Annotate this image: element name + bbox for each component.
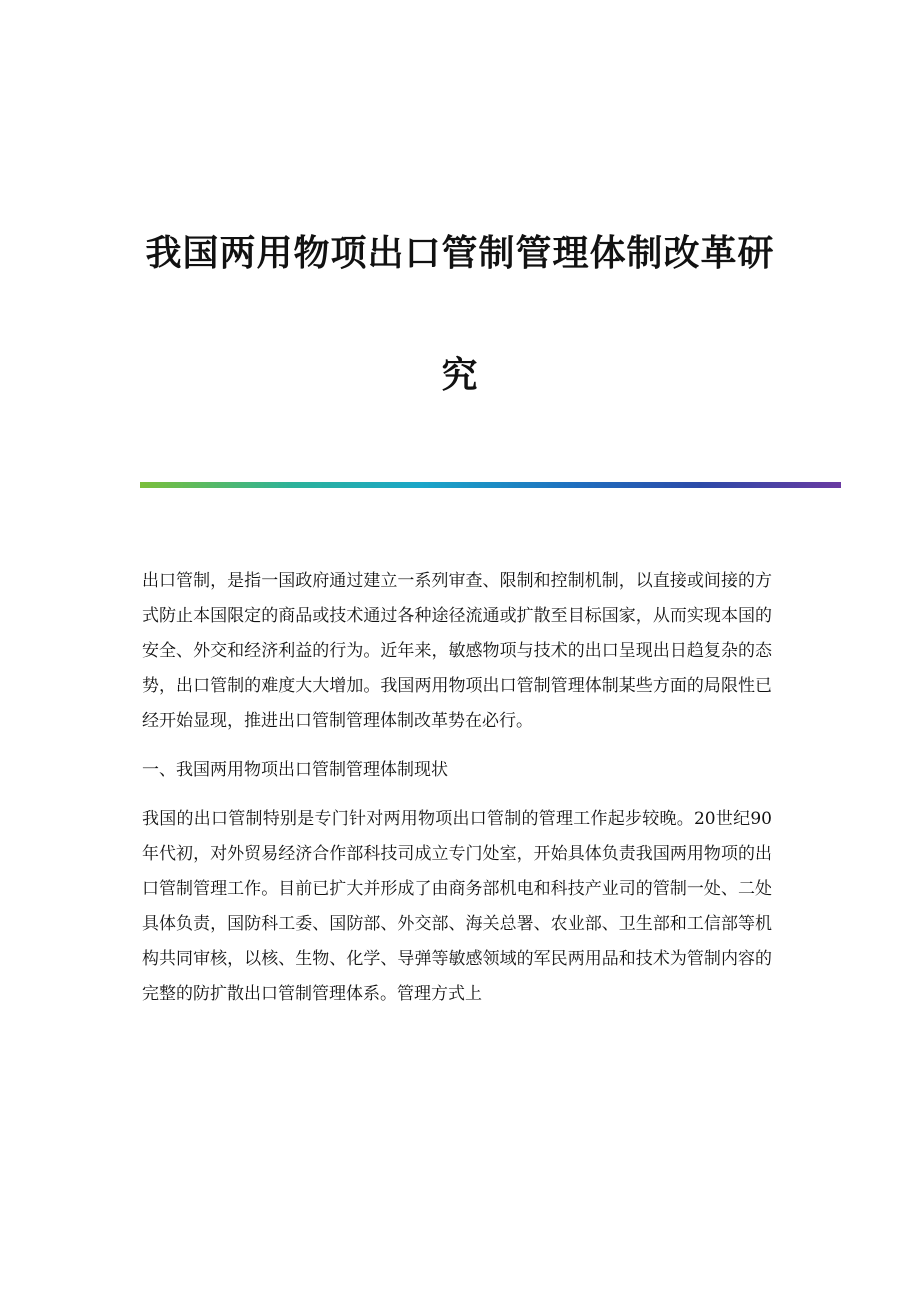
section-paragraph: 我国的出口管制特别是专门针对两用物项出口管制的管理工作起步较晚。20世纪90年代初，对外贸易经济合作部科技司成立专门处室，开始具体负责我国两用物项的出口管制管理工作。目前已扩大并形成了由商务部机电和科技产业司的管制一处、二处具体负责，国防科工委、国防部、外交部、海关总署、农业部、卫生部和工信部等机构共同审核，以核、生物、化学、导弹等敏感领域的军民两用品和技术为管制内容的完整的防扩散出口管制管理体系。管理方式上 xyxy=(142,809,772,1004)
document-title xyxy=(120,233,800,397)
gradient-divider xyxy=(140,482,841,488)
intro-paragraph: 出口管制，是指一国政府通过建立一系列审查、限制和控制机制，以直接或间接的方式防止本国限定的商品或技术通过各种途径流通或扩散至目标国家，从而实现本国的安全、外交和经济利益的行为。近年来，敏感物项与技术的出口呈现出日趋复杂的态势，出口管制的难度大大增加。我国两用物项出口管制管理体制某些方面的局限性已经开始显现，推进出口管制管理体制改革势在必行。 xyxy=(142,571,772,731)
section-heading: 一、我国两用物项出口管制管理体制现状 xyxy=(142,760,448,780)
title-line-2: 究 xyxy=(441,355,479,397)
title-line-1: 我国两用物项出口管制管理体制改革研 xyxy=(145,233,775,275)
document-body xyxy=(142,564,772,1026)
